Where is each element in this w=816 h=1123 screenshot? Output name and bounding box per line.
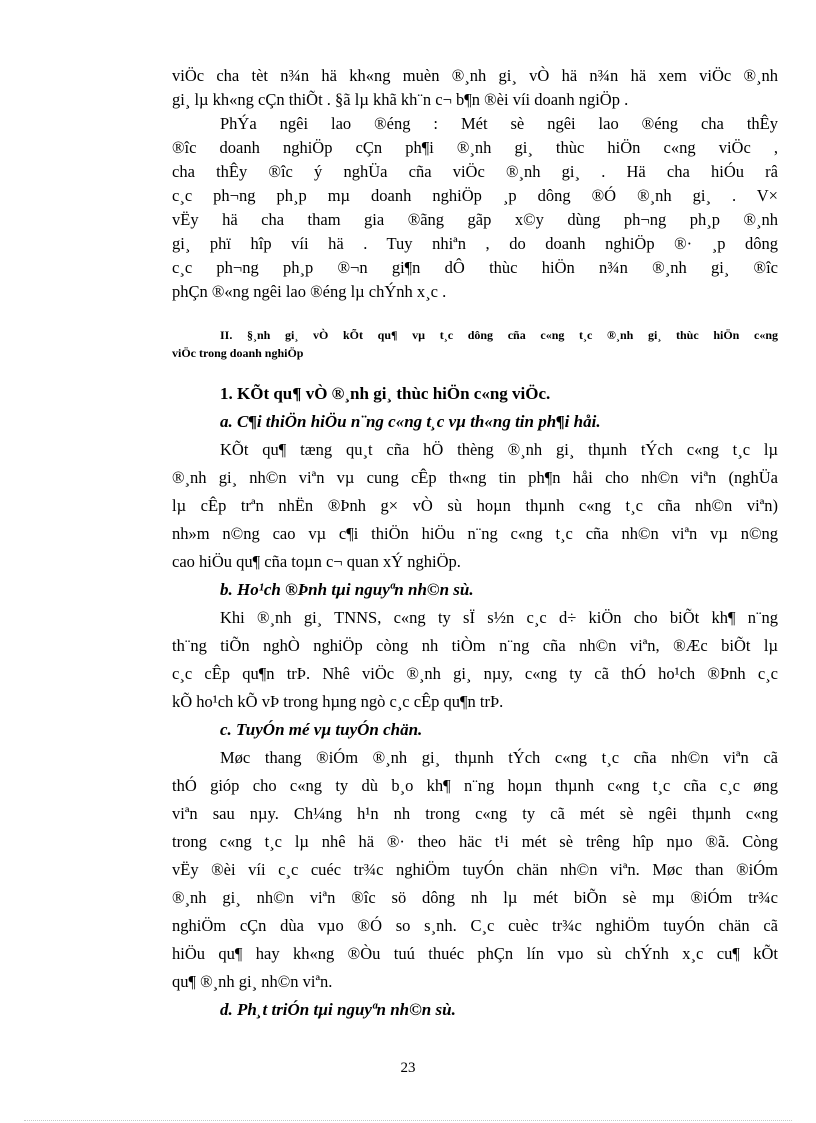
text-line: cao hiÖu qu¶ cña toµn c¬ quan xÝ nghiÖp. <box>172 552 461 571</box>
text-line: PhÝa ngêi lao ®éng : Mét sè ngêi lao ®éng cha thÊy <box>220 114 778 133</box>
text-line: KÕt qu¶ tæng qu¸t cña hÖ thèng ®¸nh gi¸ thµnh tÝch c«ng t¸c lµ <box>220 440 778 459</box>
text-line: nghiÖm cÇn dùa vµo ®Ó so s¸nh. C¸c cuèc tr¾c nghiÖm tuyÓn chän cã <box>172 916 778 935</box>
subheading: d. Ph¸t triÓn tµi nguyªn nh©n sù. <box>220 1000 456 1019</box>
text-line: qu¶ ®¸nh gi¸ nh©n viªn. <box>172 972 333 991</box>
text-line: lµ cÊp trªn nhËn ®Þnh g× vÒ sù hoµn thµnh c«ng t¸c cña nh©n viªn) <box>172 496 778 515</box>
page-bottom-divider <box>24 1120 792 1121</box>
text-line: Møc thang ®iÓm ®¸nh gi¸ thµnh tÝch c«ng t¸c cña nh©n viªn cã <box>220 748 778 767</box>
text-line: cha thÊy ®îc ý nghÜa cña viÖc ®¸nh gi¸ . Hä cha hiÓu râ <box>172 162 778 181</box>
text-line: phÇn ®«ng ngêi lao ®éng lµ chÝnh x¸c . <box>172 282 447 301</box>
text-line: ®¸nh gi¸ nh©n viªn vµ cung cÊp th«ng tin ph¶n håi cho nh©n viªn (nghÜa <box>172 468 778 487</box>
subheading: c. TuyÓn mé vµ tuyÓn chän. <box>220 720 423 739</box>
subheading: a. C¶i thiÖn hiÖu n¨ng c«ng t¸c vµ th«ng tin ph¶i håi. <box>220 412 601 431</box>
text-line: viªn sau nµy. Ch¼ng h¹n nh trong c«ng ty cã mét sè ngêi thµnh c«ng <box>172 804 778 823</box>
text-line: gi¸ lµ kh«ng cÇn thiÕt . §ã lµ khã kh¨n c¬ b¶n ®èi víi doanh ngiÖp . <box>172 90 629 109</box>
page-number: 23 <box>400 1060 416 1076</box>
text-line: viÖc cha tèt n¾n hä kh«ng muèn ®¸nh gi¸ vÒ hä n¾n hä xem viÖc ®¸nh <box>172 66 778 85</box>
text-line: hiÖu qu¶ hay kh«ng ®Òu tuú thuéc phÇn lín vµo sù chÝnh x¸c cu¶ kÕt <box>172 944 778 963</box>
text-line: ®¸nh gi¸ nh©n viªn ®îc sö dông nh lµ mét biÕn sè mµ ®iÓm tr¾c <box>172 888 778 907</box>
text-line: ®îc doanh nghiÖp cÇn ph¶i ®¸nh gi¸ thùc hiÖn c«ng viÖc , <box>172 138 778 157</box>
text-line: vËy ®èi víi c¸c cuéc tr¾c nghiÖm tuyÓn chän nh©n viªn. Møc than ®iÓm <box>172 860 778 879</box>
text-line: trong c«ng t¸c lµ nhê hä ®· theo häc t¹i mét sè trêng hîp nµo ®ã. Còng <box>172 832 778 851</box>
text-line: nh»m n©ng cao vµ c¶i thiÖn hiÖu n¨ng c«ng t¸c cña nh©n viªn vµ n©ng <box>172 524 778 543</box>
text-line: gi¸ phï hîp víi hä . Tuy nhiªn , do doanh nghiÖp ®· ¸p dông <box>172 234 778 253</box>
text-line: thÓ gióp cho c«ng ty dù b¸o kh¶ n¨ng hoµn thµnh c«ng t¸c cña c¸c øng <box>172 776 778 795</box>
subheading: b. Ho¹ch ®Þnh tµi nguyªn nh©n sù. <box>220 580 474 599</box>
text-line: kÕ ho¹ch kÕ vÞ trong hµng ngò c¸c cÊp qu¶n trÞ. <box>172 692 504 711</box>
text-line: c¸c cÊp qu¶n trÞ. Nhê viÖc ®¸nh gi¸ nµy, c«ng ty cã thÓ ho¹ch ®Þnh c¸c <box>172 664 778 683</box>
text-line: c¸c ph¬ng ph¸p mµ doanh nghiÖp ¸p dông ®Ó ®¸nh gi¸ . V× <box>172 186 778 205</box>
text-line: c¸c ph¬ng ph¸p ®¬n gi¶n dÔ thùc hiÖn n¾n ®¸nh gi¸ ®îc <box>172 258 778 277</box>
text-line: vËy hä cha tham gia ®ãng gãp x©y dùng ph¬ng ph¸p ®¸nh <box>172 210 778 229</box>
section-heading: viÖc trong doanh nghiÖp <box>172 346 304 360</box>
section-heading: II. §¸nh gi¸ vÒ kÕt qu¶ vµ t¸c dông cña c«ng t¸c ®¸nh gi¸ thùc hiÖn c«ng <box>220 328 778 342</box>
text-line: th¨ng tiÕn nghÒ nghiÖp còng nh tiÒm n¨ng cña nh©n viªn, ®Æc biÕt lµ <box>172 636 778 655</box>
heading: 1. KÕt qu¶ vÒ ®¸nh gi¸ thùc hiÖn c«ng viÖc. <box>220 384 551 403</box>
text-line: Khi ®¸nh gi¸ TNNS, c«ng ty sÏ s½n c¸c d÷ kiÖn cho biÕt kh¶ n¨ng <box>220 608 778 627</box>
